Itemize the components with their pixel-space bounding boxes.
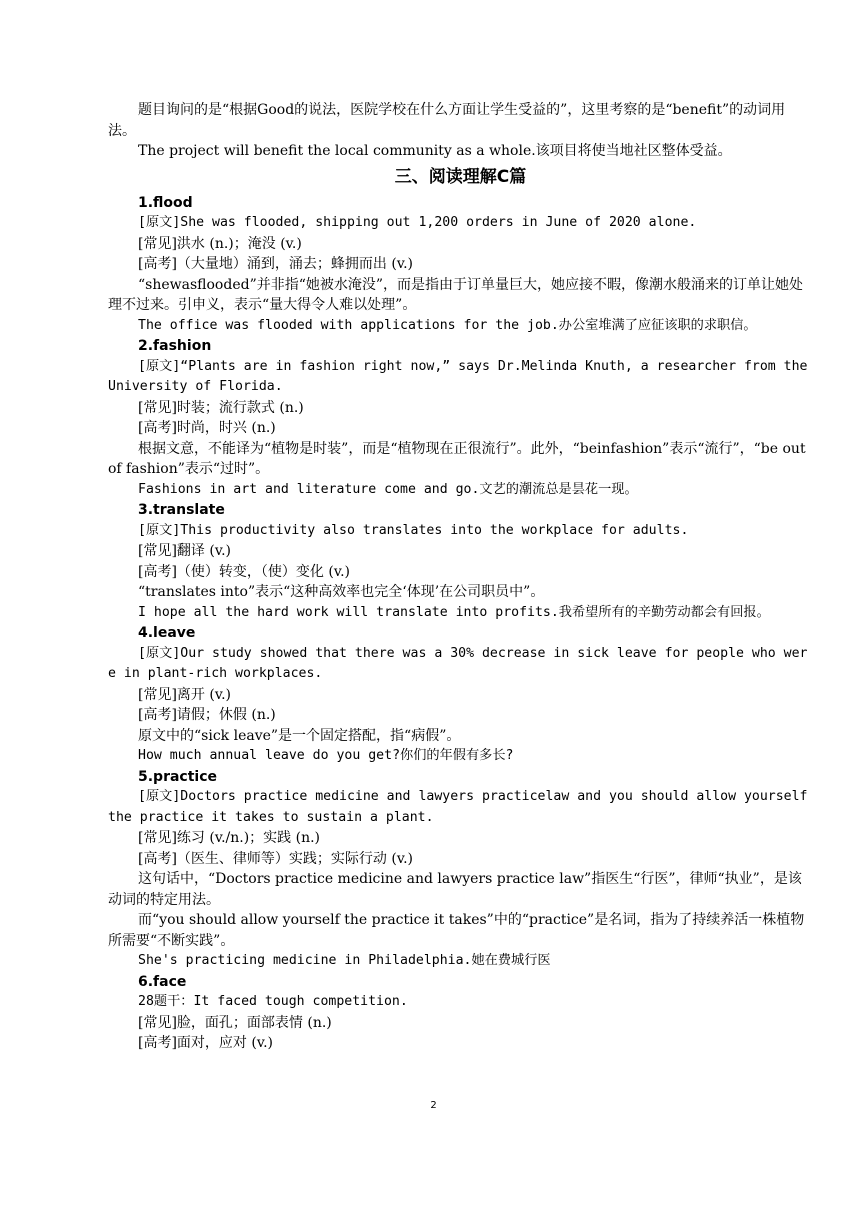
entry-line: I hope all the hard work will translate into profits.我希望所有的辛勤劳动都会有回报。: [138, 604, 770, 620]
entry-line: [常见]时装；流行款式 (n.): [138, 399, 304, 416]
entry-line: “shewasflooded”并非指“她被水淹没”，而是指由于订单量巨大，她应接不暇，像潮水般涌来的订单让她处理不过来。引申义，表示“量大得令人难以处理”。: [108, 276, 804, 313]
entry-line: [高考]（使）转变，（使）变化 (v.): [138, 563, 350, 580]
entry-line: [常见]洪水 (n.)；淹没 (v.): [138, 235, 302, 252]
entry-heading-translate: 3.translate: [138, 502, 225, 518]
entry-line: “translates into”表示“这种高效率也完全‘体现’在公司职员中”。: [138, 584, 545, 600]
entry-line: 而“you should allow yourself the practice it takes”中的“practice”是名词，指为了持续养活一株植物所需要“不断实践”。: [108, 912, 805, 949]
entry-heading-face: 6.face: [138, 973, 187, 990]
entry-line: How much annual leave do you get?你们的年假有多长?: [138, 748, 514, 763]
page-content: [108, 100, 813, 1054]
entry-line: [原文]Our study showed that there was a 30% decrease in sick leave for people who were in plant-rich workplaces.: [108, 645, 808, 681]
section-title: 三、阅读理解C篇: [394, 166, 527, 187]
entry-line: [高考]时尚，时兴 (n.): [138, 420, 276, 436]
entry-line: [原文]This productivity also translates into the workplace for adults.: [138, 522, 689, 538]
entry-line: 这句话中，“Doctors practice medicine and lawyers practice law”指医生“行医”，律师“执业”，是该动词的特定用法。: [108, 871, 802, 908]
entry-line: [常见]翻译 (v.): [138, 543, 231, 559]
entry-line: [高考]（医生、律师等）实践；实际行动 (v.): [138, 850, 413, 867]
entry-line: [高考]面对，应对 (v.): [138, 1035, 273, 1051]
entry-line: 原文中的“sick leave”是一个固定搭配，指“病假”。: [138, 727, 461, 744]
entry-line: [原文]She was flooded, shipping out 1,200 orders in June of 2020 alone.: [138, 215, 697, 230]
entry-line: [常见]离开 (v.): [138, 686, 231, 703]
entry-heading-fashion: 2.fashion: [138, 338, 212, 354]
entry-line: [原文]“Plants are in fashion right now,” says Dr.Melinda Knuth, a researcher from the University of Florida.: [108, 358, 808, 394]
entry-line: 根据文意，不能译为“植物是时装”，而是“植物现在正很流行”。此外，“beinfashion”表示“流行”，“be out of fashion”表示“过时”。: [108, 440, 806, 477]
intro-paragraph-2: The project will benefit the local community as a whole.该项目将使当地社区整体受益。: [138, 143, 732, 159]
entry-heading-leave: 4.leave: [138, 625, 196, 641]
entry-heading-practice: 5.practice: [138, 768, 218, 785]
entry-line: Fashions in art and literature come and go.文艺的潮流总是昙花一现。: [138, 481, 638, 497]
page-number: 2: [430, 1100, 437, 1111]
entry-line: [高考]请假；休假 (n.): [138, 707, 276, 723]
entry-line: [高考]（大量地）涌到，涌去；蜂拥而出 (v.): [138, 256, 413, 272]
intro-paragraph-1: 题目询问的是“根据Good的说法，医院学校在什么方面让学生受益的”，这里考察的是“benefit”的动词用法。: [108, 102, 786, 139]
entry-heading-flood: 1.flood: [138, 194, 193, 211]
entry-line: The office was flooded with applications for the job.办公室堆满了应征该职的求职信。: [138, 317, 757, 333]
entry-line: She's practicing medicine in Philadelphia.她在费城行医: [138, 953, 551, 968]
entry-line: 28题干：It faced tough competition.: [138, 994, 408, 1009]
entry-line: [原文]Doctors practice medicine and lawyers practicelaw and you should allow yourself the practice it takes to sustain a plant.: [108, 789, 808, 825]
entry-line: [常见]练习 (v./n.)；实践 (n.): [138, 830, 321, 846]
entry-line: [常见]脸，面孔；面部表情 (n.): [138, 1014, 332, 1031]
